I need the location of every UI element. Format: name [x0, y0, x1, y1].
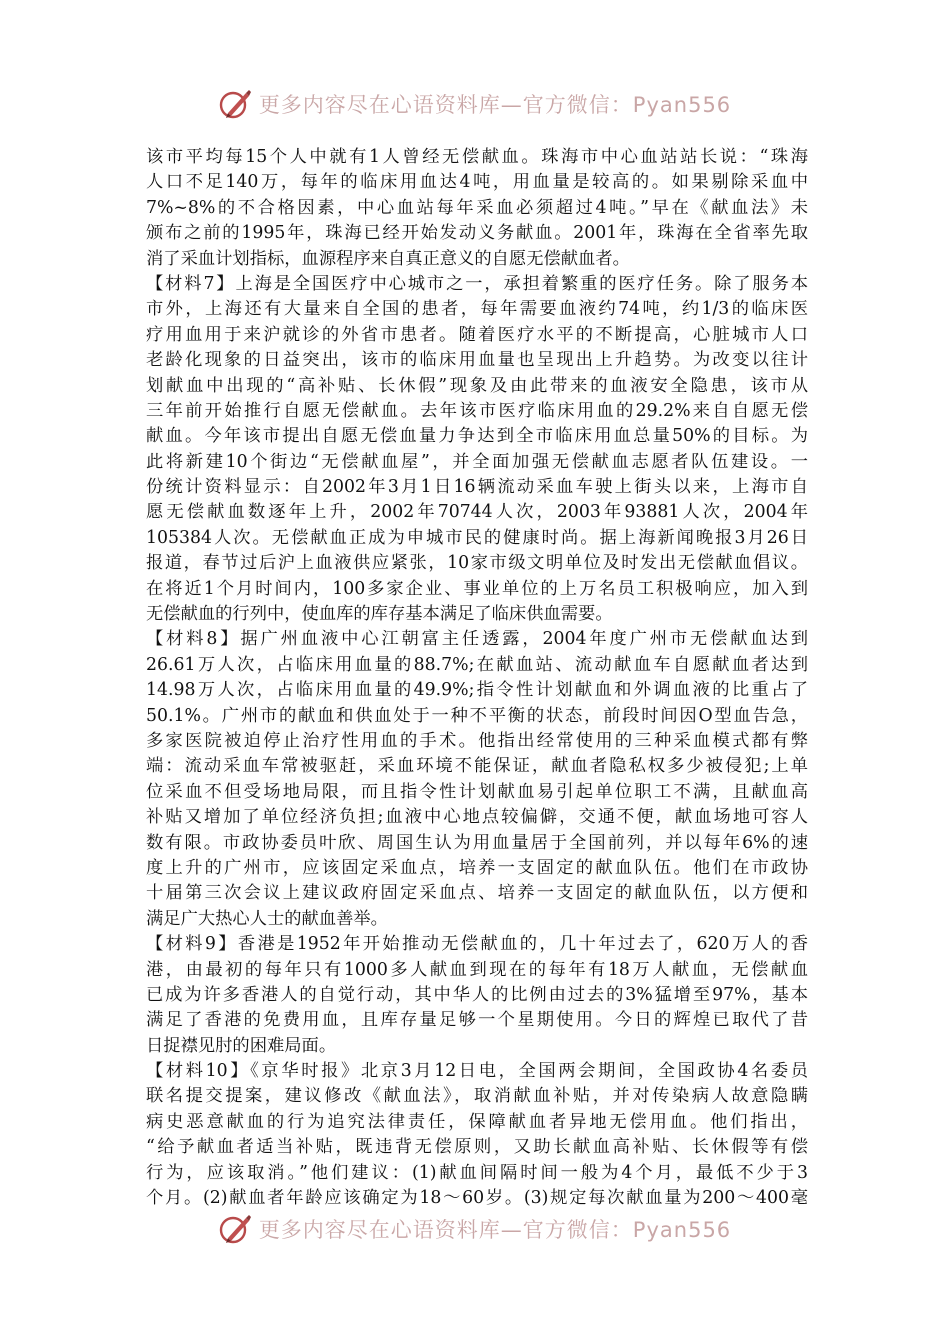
- header-banner: [0, 82, 950, 126]
- text-line: 十届第三次会议上建议政府固定采血点、培养一支固定的献血队伍，以方便和: [146, 883, 808, 904]
- text-line: 三年前开始推行自愿无偿献血。去年该市医疗临床用血的29.2%来自自愿无偿: [146, 400, 808, 421]
- pen-logo-icon: [219, 87, 253, 121]
- text-line: 病史恶意献血的行为追究法律责任，保障献血者异地无偿用血。他们指出，: [146, 1111, 808, 1132]
- text-line: 联名提交提案，建议修改《献血法》，取消献血补贴，并对传染病人故意隐瞒: [146, 1086, 808, 1107]
- text-line: 【材料10】《京华时报》北京3月12日电，全国两会期间，全国政协4名委员: [146, 1061, 808, 1082]
- text-line: 份统计资料显示：自2002年3月1日16辆流动采血车驶上街头以来，上海市自: [146, 477, 808, 498]
- text-line: 此将新建10个街边“无偿献血屋”，并全面加强无偿献血志愿者队伍建设。一: [146, 451, 808, 472]
- text-line: 愿无偿献血数逐年上升，2002年70744人次，2003年93881人次，2004年: [146, 502, 808, 523]
- text-line: 划献血中出现的“高补贴、长休假”现象及由此带来的血液安全隐患，该市从: [146, 375, 808, 396]
- text-line: “给予献血者适当补贴，既违背无偿原则，又助长献血高补贴、长休假等有偿: [146, 1137, 808, 1158]
- pen-logo-icon: [219, 1212, 253, 1246]
- text-line: 无偿献血的行列中，使血库的库存基本满足了临床供血需要。: [146, 604, 613, 625]
- text-line: 报道，春节过后沪上血液供应紧张，10家市级文明单位及时发出无偿献血倡议。: [146, 553, 808, 574]
- text-line: 行为，应该取消。”他们建议：(1)献血间隔时间一般为4个月，最低不少于3: [146, 1162, 808, 1183]
- footer-banner: [0, 1207, 950, 1251]
- text-line: 满足广大热心人士的献血善举。: [146, 908, 388, 929]
- text-line: 端：流动采血车常被驱赶，采血环境不能保证，献血者隐私权多少被侵犯;上单: [146, 756, 808, 777]
- text-line: 该市平均每15个人中就有1人曾经无偿献血。珠海市中心血站站长说：“珠海: [146, 147, 808, 167]
- text-line: 26.61万人次，占临床用血量的88.7%;在献血站、流动献血车自愿献血者达到: [146, 654, 808, 675]
- text-line: 多家医院被迫停止治疗性用血的手术。他指出经常使用的三种采血模式都有弊: [146, 730, 808, 751]
- text-line: 献血。今年该市提出自愿无偿血量力争达到全市临床用血总量50%的目标。为: [146, 426, 808, 447]
- footer-banner-text: 更多内容尽在心语资料库—官方微信：Pyan556: [258, 1218, 732, 1242]
- text-line: 已成为许多香港人的自觉行动，其中华人的比例由过去的3%猛增至97%，基本: [146, 984, 808, 1005]
- text-line: 位采血不但受场地局限，而且指令性计划献血易引起单位职工不满，且献血高: [146, 781, 808, 802]
- text-line: 个月。(2)献血者年龄应该确定为18～60岁。(3)规定每次献血量为200～400毫: [146, 1188, 808, 1209]
- text-line: 日捉襟见肘的困难局面。: [146, 1035, 337, 1056]
- text-line: 疗用血用于来沪就诊的外省市患者。随着医疗水平的不断提高，心脏城市人口: [146, 324, 808, 345]
- document-body: [146, 145, 808, 1211]
- text-line: 105384人次。无偿献血正成为申城市民的健康时尚。据上海新闻晚报3月26日: [146, 527, 808, 548]
- text-line: 【材料8】据广州血液中心江朝富主任透露，2004年度广州市无偿献血达到: [146, 629, 808, 650]
- text-line: 度上升的广州市，应该固定采血点，培养一支固定的献血队伍。他们在市政协: [146, 857, 808, 878]
- text-line: 【材料7】上海是全国医疗中心城市之一，承担着繁重的医疗任务。除了服务本: [146, 273, 808, 294]
- text-line: 满足了香港的免费用血，且库存量足够一个星期使用。今日的辉煌已取代了昔: [146, 1010, 808, 1031]
- text-line: 颁布之前的1995年，珠海已经开始发动义务献血。2001年，珠海在全省率先取: [146, 223, 808, 244]
- text-line: 14.98万人次，占临床用血量的49.9%;指令性计划献血和外调血液的比重占了: [146, 680, 808, 701]
- text-line: 人口不足140万，每年的临床用血达4吨，用血量是较高的。如果剔除采血中: [146, 172, 808, 193]
- text-line: 在将近1个月时间内，100多家企业、事业单位的上万名员工积极响应，加入到: [146, 578, 808, 599]
- header-banner-text: 更多内容尽在心语资料库—官方微信：Pyan556: [258, 93, 732, 117]
- text-line: 市外，上海还有大量来自全国的患者，每年需要血液约74吨，约1/3的临床医: [146, 299, 808, 320]
- text-line: 50.1%。广州市的献血和供血处于一种不平衡的状态，前段时间因O型血告急，: [146, 705, 808, 726]
- text-line: 7%~8%的不合格因素，中心血站每年采血必须超过4吨。”早在《献血法》未: [146, 197, 808, 218]
- text-line: 数有限。市政协委员叶欣、周国生认为用血量居于全国前列，并以每年6%的速: [146, 832, 808, 853]
- text-line: 【材料9】香港是1952年开始推动无偿献血的，几十年过去了，620万人的香: [146, 934, 808, 955]
- text-line: 消了采血计划指标，血源程序来自真正意义的自愿无偿献血者。: [146, 248, 630, 269]
- text-line: 港，由最初的每年只有1000多人献血到现在的每年有18万人献血，无偿献血: [146, 959, 808, 980]
- text-line: 补贴又增加了单位经济负担;血液中心地点较偏僻，交通不便，献血场地可容人: [146, 807, 808, 828]
- text-line: 老龄化现象的日益突出，该市的临床用血量也呈现出上升趋势。为改变以往计: [146, 350, 808, 371]
